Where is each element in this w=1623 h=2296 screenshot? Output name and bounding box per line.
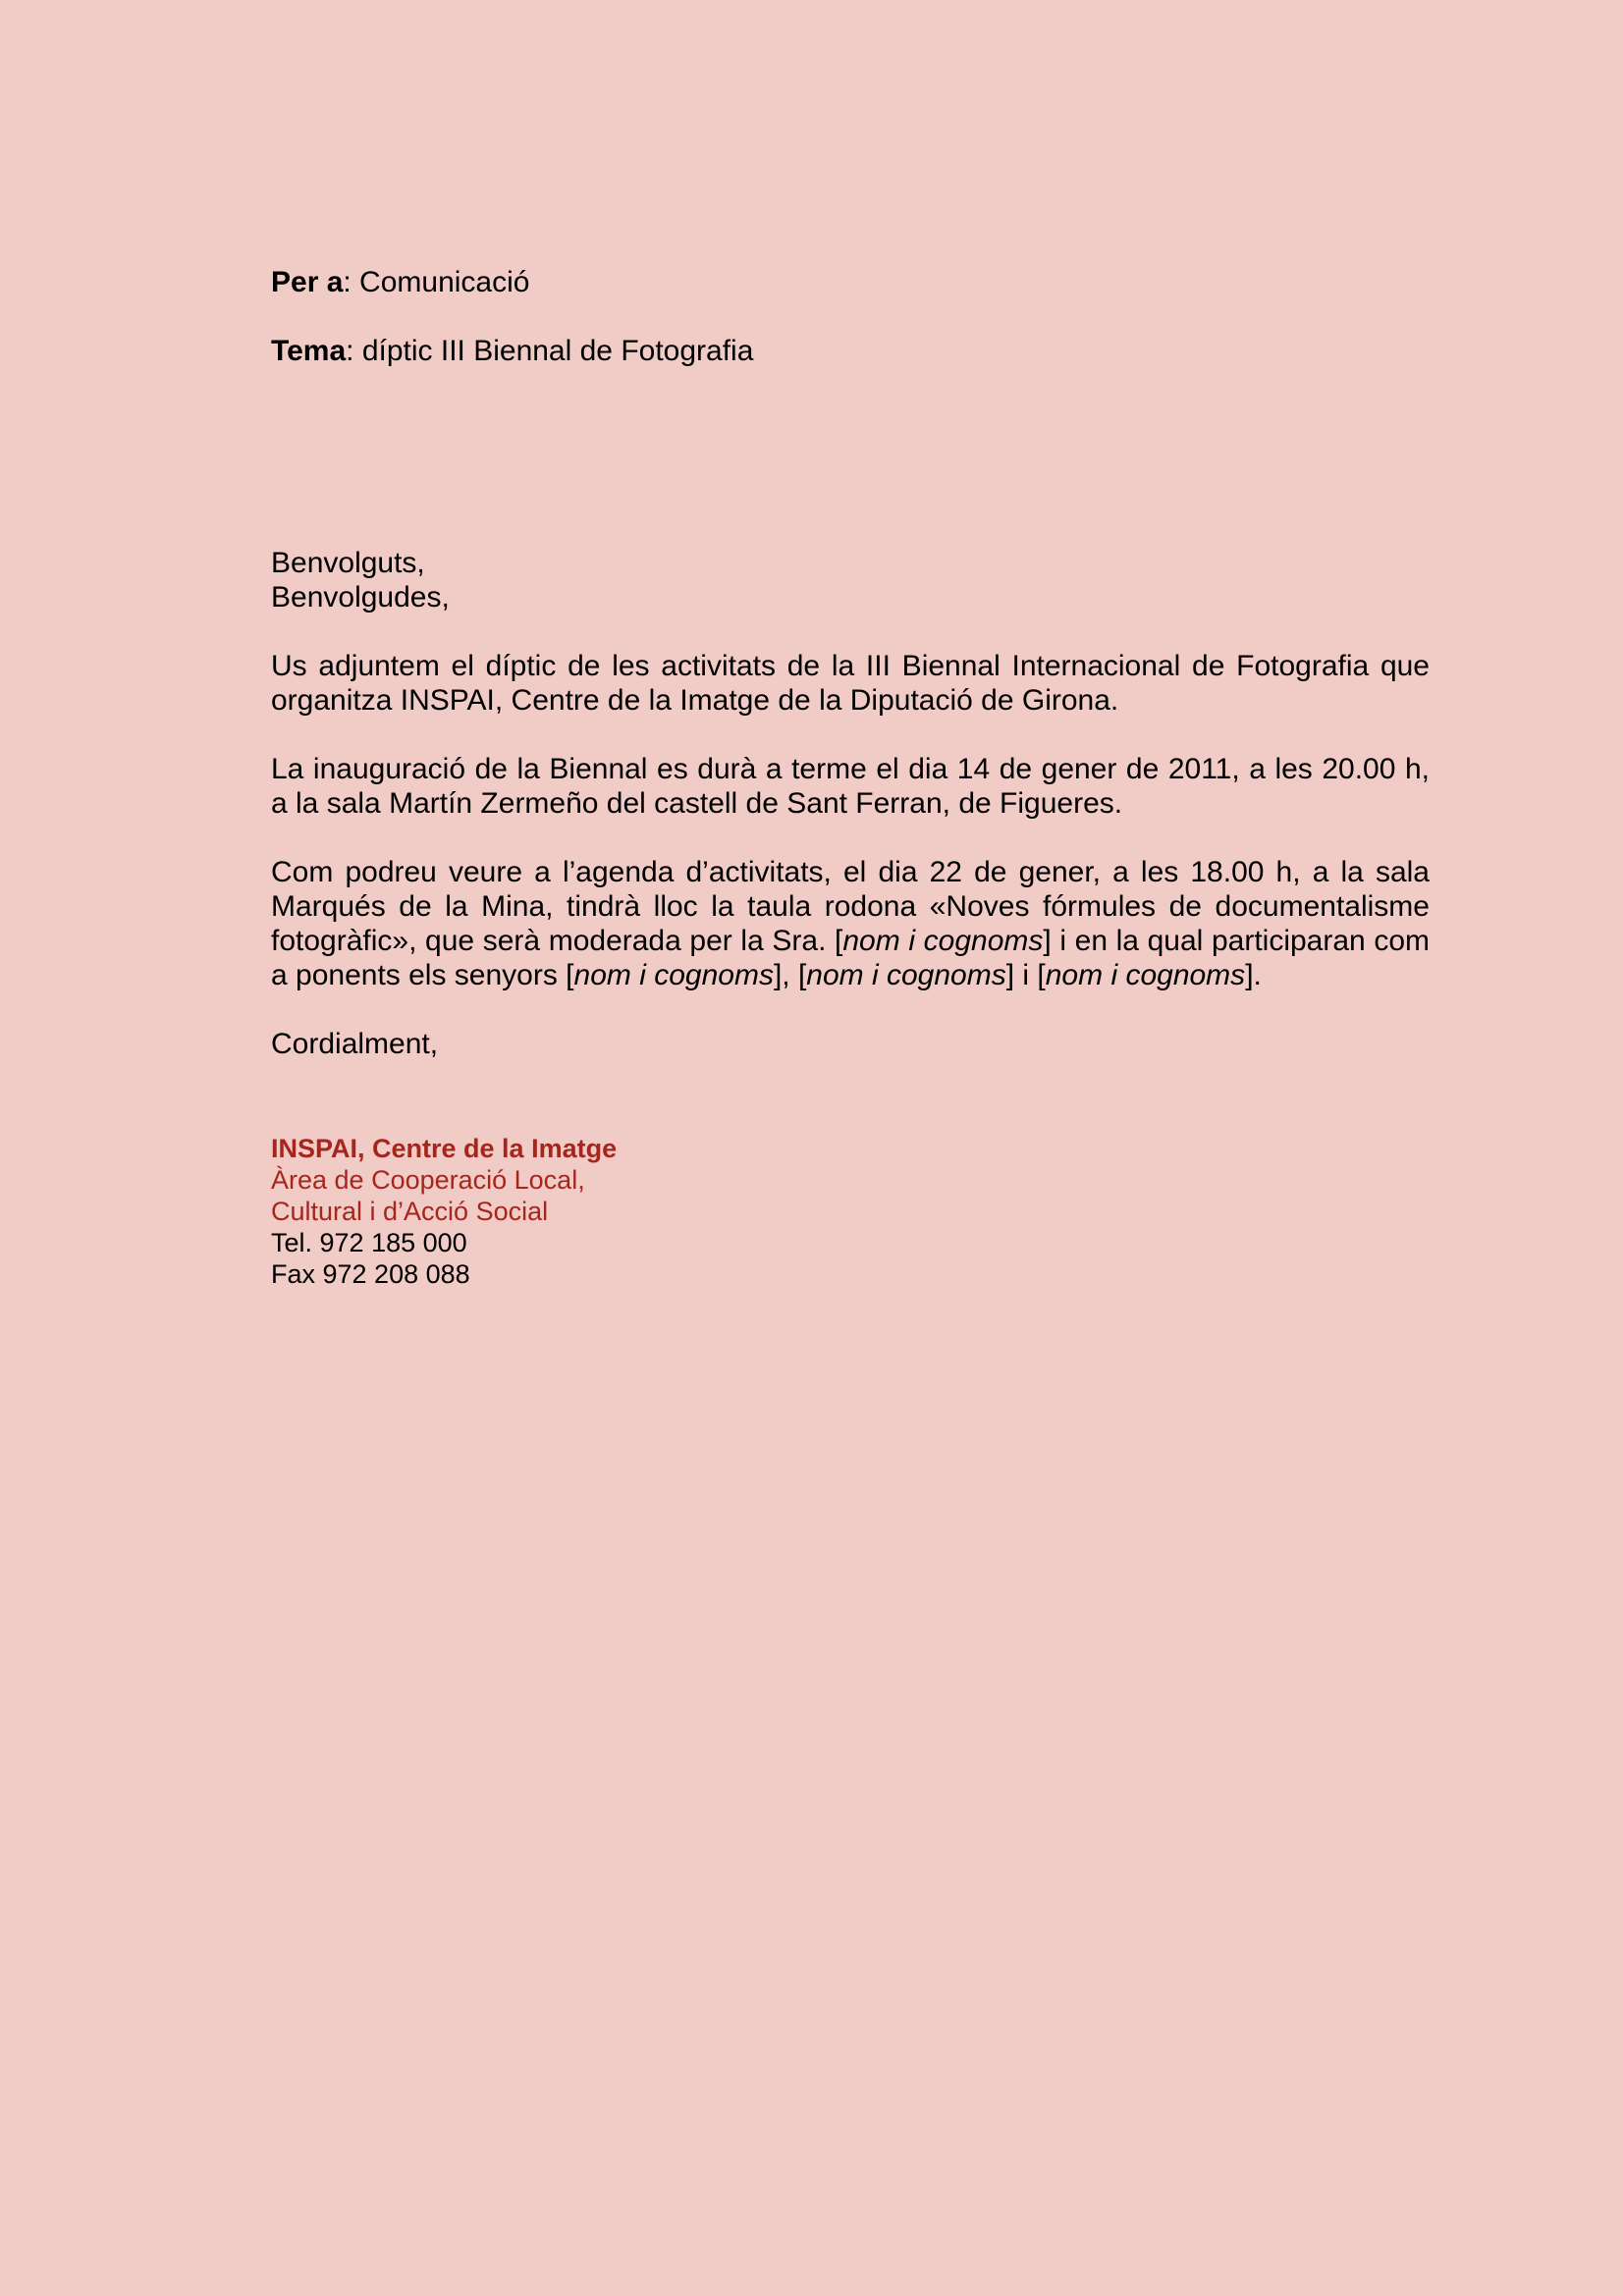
paragraph-round-table: Com podreu veure a l’agenda d’activitats, el dia 22 de gener, a les 18.00 h, a la sala Marqués de la Mina, tindrà lloc la taula rodona «Noves fórmules de documentalisme fotogràfic», que serà moderada per la Sra. [nom i cognoms] i en la qual participaran com a ponents els senyors [nom i cognoms], [nom i cognoms] i [nom i cognoms].: [271, 856, 1431, 991]
letter-page: [271, 265, 1431, 1289]
placeholder-moderator: nom i cognoms: [842, 925, 1044, 957]
paragraph-intro: Us adjuntem el díptic de les activitats de la III Biennal Internacional de Fotografia que organitza INSPAI, Centre de la Imatge de la Diputació de Girona.: [271, 650, 1430, 717]
subject-value: : díptic III Biennal de Fotografia: [346, 335, 754, 367]
recipient-line: [271, 265, 1430, 299]
greeting-line-1: Benvolguts,: [271, 547, 425, 579]
signature-fax: Fax 972 208 088: [271, 1259, 470, 1289]
recipient-value: : Comunicació: [343, 266, 530, 298]
subject-line: [271, 334, 1430, 368]
closing: Cordialment,: [271, 1028, 439, 1060]
placeholder-speaker-2: nom i cognoms: [806, 959, 1006, 991]
signature-department-line-1: Àrea de Cooperació Local,: [271, 1165, 585, 1195]
signature-phone: Tel. 972 185 000: [271, 1228, 467, 1257]
signature-organization: INSPAI, Centre de la Imatge: [271, 1134, 618, 1163]
paragraph-inauguration: La inauguració de la Biennal es durà a terme el dia 14 de gener de 2011, a les 20.00 h, a la sala Martín Zermeño del castell de Sant Ferran, de Figueres.: [271, 753, 1430, 820]
placeholder-speaker-1: nom i cognoms: [573, 959, 774, 991]
placeholder-speaker-3: nom i cognoms: [1045, 959, 1246, 991]
greeting-line-2: Benvolgudes,: [271, 581, 450, 614]
signature-department-line-2: Cultural i d’Acció Social: [271, 1197, 549, 1226]
signature-block: [271, 1133, 1430, 1290]
letter-body: [271, 546, 1430, 1061]
subject-label: Tema: [271, 335, 347, 367]
recipient-label: Per a: [271, 266, 344, 298]
